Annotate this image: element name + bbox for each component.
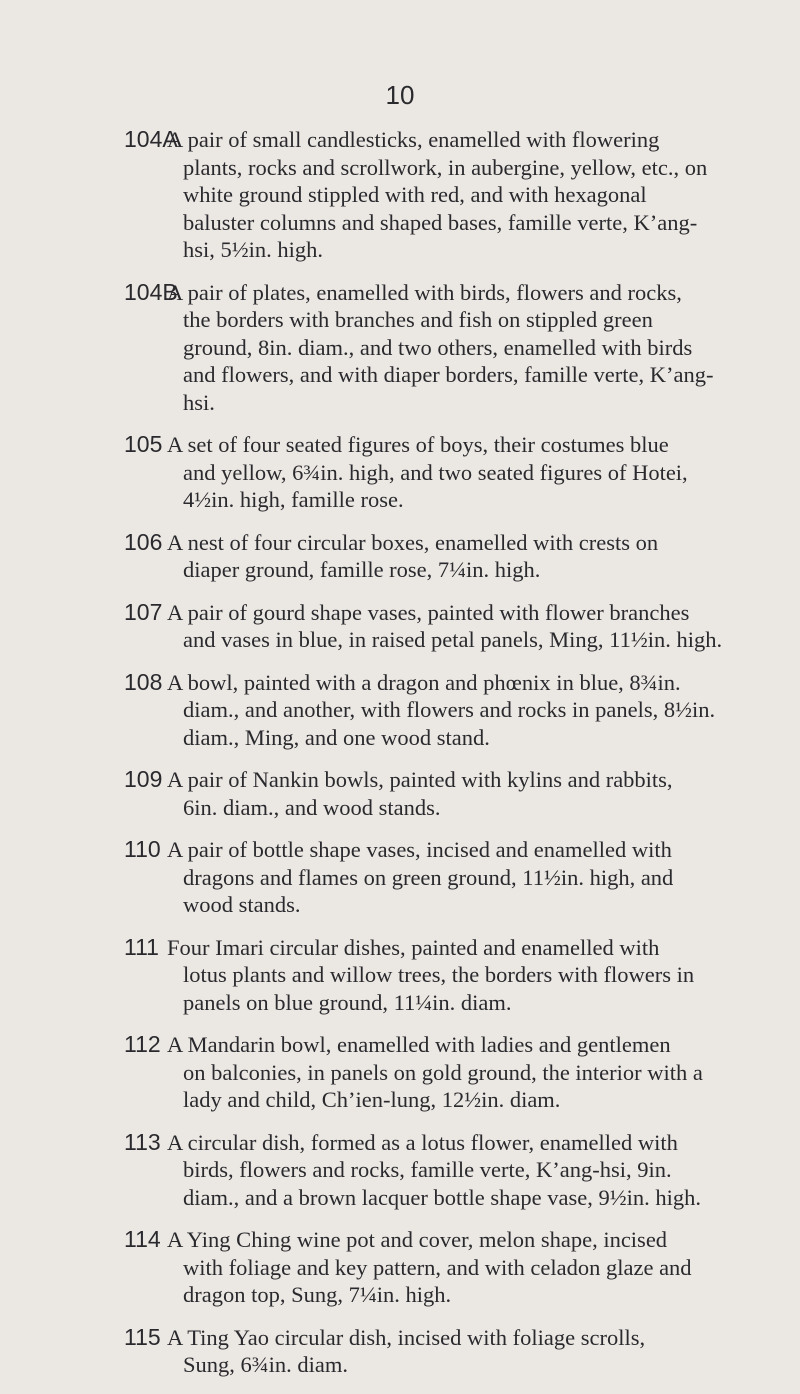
lot-description (167, 529, 723, 584)
lot-entry (0, 934, 800, 1017)
lot-description-rest: 6in. diam., and wood stands. (183, 794, 441, 820)
lot-description-first-line: A Ting Yao circular dish, incised with foliage scrolls, (167, 1324, 646, 1350)
lot-description-first-line: A pair of small candlesticks, enamelled with flowering (167, 127, 660, 152)
lot-description-first-line: A Mandarin bowl, enamelled with ladies and gentlemen (167, 1032, 671, 1057)
lot-number: 108 (124, 668, 163, 695)
lot-number: 110 (124, 836, 161, 862)
lot-description-first-line: A pair of plates, enamelled with birds, flowers and rocks, (167, 279, 682, 305)
lot-description (167, 934, 723, 1017)
lot-description-first-line: Four Imari circular dishes, painted and enamelled with (167, 934, 660, 960)
lot-number: 104B (124, 278, 178, 305)
lot-description-rest: plants, rocks and scrollwork, in aubergine, yellow, etc., on white ground stippled with red, and with hexagonal baluster columns and shaped bases, famille verte, K’ang-hsi, 5½in. high. (183, 154, 708, 262)
lot-description (167, 1226, 723, 1309)
lot-entry (0, 1324, 800, 1379)
lot-number: 111 (124, 933, 159, 960)
lot-entry (0, 599, 800, 654)
lot-description (167, 1324, 723, 1379)
lot-description (167, 836, 723, 919)
lot-entry (0, 529, 800, 584)
lot-number: 115 (124, 1323, 161, 1350)
lot-number: 109 (124, 766, 163, 792)
page-number: 10 (385, 80, 415, 110)
lot-description (167, 431, 723, 514)
lot-description-first-line: A pair of gourd shape vases, painted with flower branches (167, 599, 690, 625)
lot-entry (0, 1226, 800, 1309)
lot-description (167, 669, 723, 752)
lot-description-rest: dragons and flames on green ground, 11½in. high, and wood stands. (183, 864, 674, 917)
lot-description-first-line: A circular dish, formed as a lotus flower, enamelled with (167, 1129, 678, 1155)
lot-number: 105 (124, 431, 163, 457)
lot-entry (0, 279, 800, 417)
lot-description-first-line: A set of four seated figures of boys, their costumes blue (167, 432, 669, 457)
lot-entry (0, 1031, 800, 1114)
lot-description-first-line: A pair of bottle shape vases, incised and enamelled with (167, 837, 672, 862)
lot-description-rest: Sung, 6¾in. diam. (183, 1352, 349, 1377)
lot-entry (0, 836, 800, 919)
lot-description (167, 279, 723, 417)
lot-number: 114 (124, 1226, 161, 1252)
lot-description-rest: diam., and another, with flowers and rocks in panels, 8½in. diam., Ming, and one wood stand. (183, 697, 716, 750)
lot-entry (0, 766, 800, 821)
lot-number: 112 (124, 1031, 161, 1057)
lot-entry (0, 669, 800, 752)
lot-description-rest: and vases in blue, in raised petal panels, Ming, 11½in. high. (183, 627, 723, 652)
lot-number: 104A (124, 126, 178, 152)
lot-description-rest: lotus plants and willow trees, the borders with flowers in panels on blue ground, 11¼in. diam. (183, 962, 695, 1015)
lot-description (167, 126, 723, 264)
lot-number: 113 (124, 1128, 161, 1155)
lot-description-first-line: A pair of Nankin bowls, painted with kylins and rabbits, (167, 767, 673, 792)
lot-entry (0, 431, 800, 514)
lot-list (0, 126, 800, 1394)
lot-description-first-line: A nest of four circular boxes, enamelled with crests on (167, 529, 659, 555)
lot-entry (0, 126, 800, 264)
lot-description-first-line: A Ying Ching wine pot and cover, melon shape, incised (167, 1227, 668, 1252)
lot-description (167, 766, 723, 821)
lot-number: 107 (124, 598, 163, 625)
lot-description (167, 599, 723, 654)
lot-description-rest: with foliage and key pattern, and with celadon glaze and dragon top, Sung, 7¼in. high. (183, 1254, 692, 1307)
lot-description-rest: birds, flowers and rocks, famille verte, K’ang-hsi, 9in. diam., and a brown lacquer bottle shape vase, 9½in. high. (183, 1157, 701, 1210)
lot-description-rest: on balconies, in panels on gold ground, the interior with a lady and child, Ch’ien-lung, 12½in. diam. (183, 1059, 703, 1112)
lot-description-rest: the borders with branches and fish on stippled green ground, 8in. diam., and two others, enamelled with birds and flowers, and with diaper borders, famille verte, K’ang-hsi. (183, 307, 714, 415)
lot-description-first-line: A bowl, painted with a dragon and phœnix in blue, 8¾in. (167, 669, 681, 695)
lot-description-rest: and yellow, 6¾in. high, and two seated figures of Hotei, 4½in. high, famille rose. (183, 459, 688, 512)
lot-description-rest: diaper ground, famille rose, 7¼in. high. (183, 557, 541, 582)
lot-entry (0, 1129, 800, 1212)
lot-description (167, 1031, 723, 1114)
lot-description (167, 1129, 723, 1212)
lot-number: 106 (124, 528, 163, 555)
